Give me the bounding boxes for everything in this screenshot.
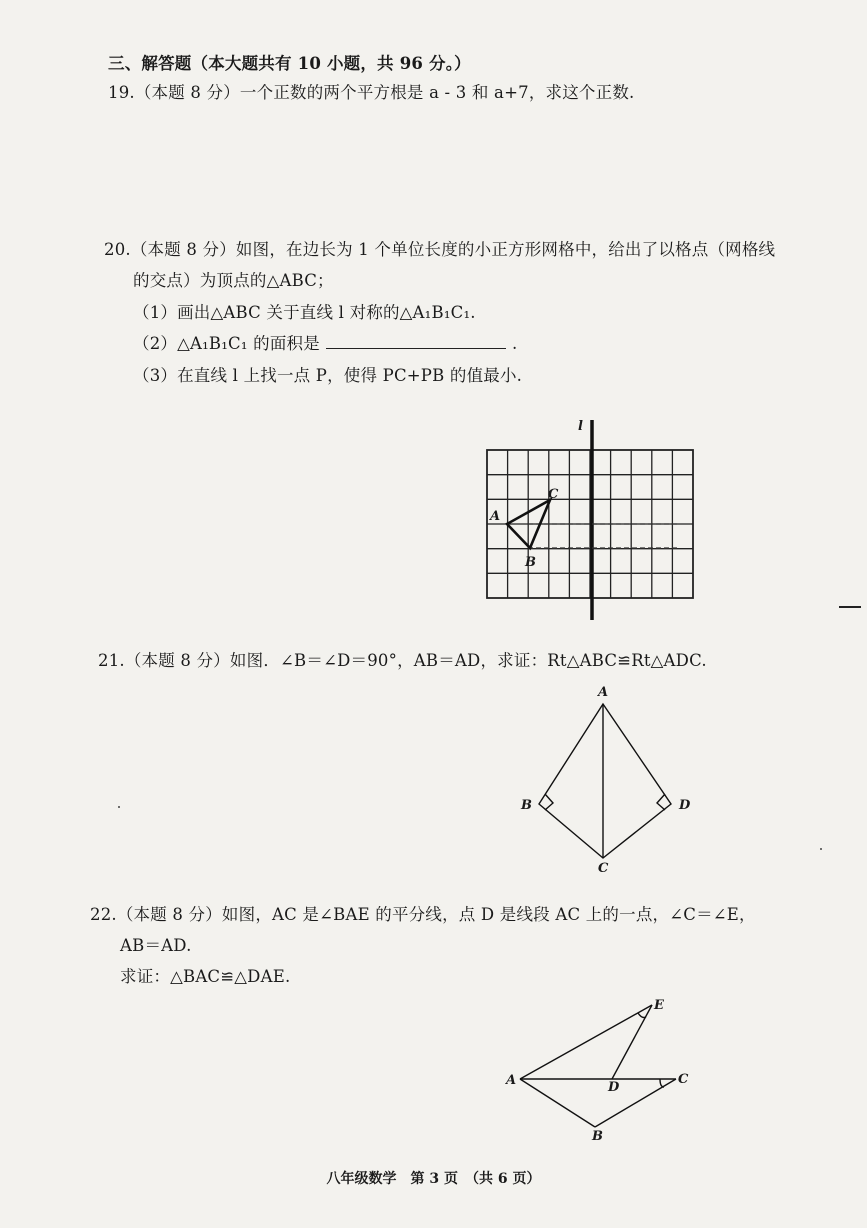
vertex-b-label: B xyxy=(525,555,536,570)
question-20-part1: （1）画出△ABC 关于直线 l 对称的△A₁B₁C₁. xyxy=(133,303,476,322)
vertex-b-label: B xyxy=(521,798,532,813)
q20-grid-figure xyxy=(480,412,710,622)
vertex-d-label: D xyxy=(679,798,691,813)
vertex-c-label: C xyxy=(598,861,609,876)
line-l-label: l xyxy=(578,419,583,434)
question-22-line1: 22.（本题 8 分）如图，AC 是∠BAE 的平分线，点 D 是线段 AC 上的一点，∠C＝∠E， xyxy=(90,905,756,924)
vertex-d-label: D xyxy=(608,1080,620,1095)
vertex-a-label: A xyxy=(506,1073,517,1088)
kite-abcd xyxy=(539,704,671,858)
question-19: 19.（本题 8 分）一个正数的两个平方根是 a - 3 和 a+7，求这个正数. xyxy=(108,83,635,102)
question-22-line3: 求证：△BAC≌△DAE. xyxy=(120,967,291,986)
vertex-c-label: C xyxy=(678,1072,689,1087)
question-22-line2: AB＝AD. xyxy=(120,936,192,955)
right-angle-b xyxy=(545,794,553,810)
angle-mark-e xyxy=(638,1013,646,1018)
page-footer: 八年级数学 第 3 页 （共 6 页） xyxy=(326,1171,541,1187)
vertex-e-label: E xyxy=(654,998,664,1013)
q22-triangles-figure xyxy=(500,995,700,1145)
grid xyxy=(487,450,693,598)
question-20-line2: 的交点）为顶点的△ABC； xyxy=(133,271,334,290)
vertex-a-label: A xyxy=(490,509,501,524)
answer-blank[interactable] xyxy=(326,334,506,349)
segment-ab xyxy=(520,1079,595,1127)
right-angle-d xyxy=(657,794,665,810)
vertex-b-label: B xyxy=(592,1129,603,1144)
question-21: 21.（本题 8 分）如图．∠B＝∠D＝90°，AB＝AD，求证：Rt△ABC≌Rt△ADC. xyxy=(98,651,707,670)
question-20-line1: 20.（本题 8 分）如图，在边长为 1 个单位长度的小正方形网格中，给出了以格点（网格线 xyxy=(104,240,776,259)
question-20-part2 xyxy=(133,330,517,354)
question-20-part3: （3）在直线 l 上找一点 P，使得 PC+PB 的值最小. xyxy=(133,366,523,385)
question-20-part2-suffix: . xyxy=(511,334,518,353)
vertex-c-label: C xyxy=(548,487,559,502)
stray-dot xyxy=(820,848,822,850)
question-20-part2-prefix: （2）△A₁B₁C₁ 的面积是 xyxy=(133,334,320,353)
section-header: 三、解答题（本大题共有 10 小题，共 96 分。） xyxy=(108,54,471,73)
vertex-a-label: A xyxy=(598,685,609,700)
q21-kite-figure xyxy=(515,682,715,877)
margin-dash xyxy=(839,606,861,608)
dashed-guides xyxy=(528,524,680,548)
stray-dot xyxy=(118,806,120,808)
